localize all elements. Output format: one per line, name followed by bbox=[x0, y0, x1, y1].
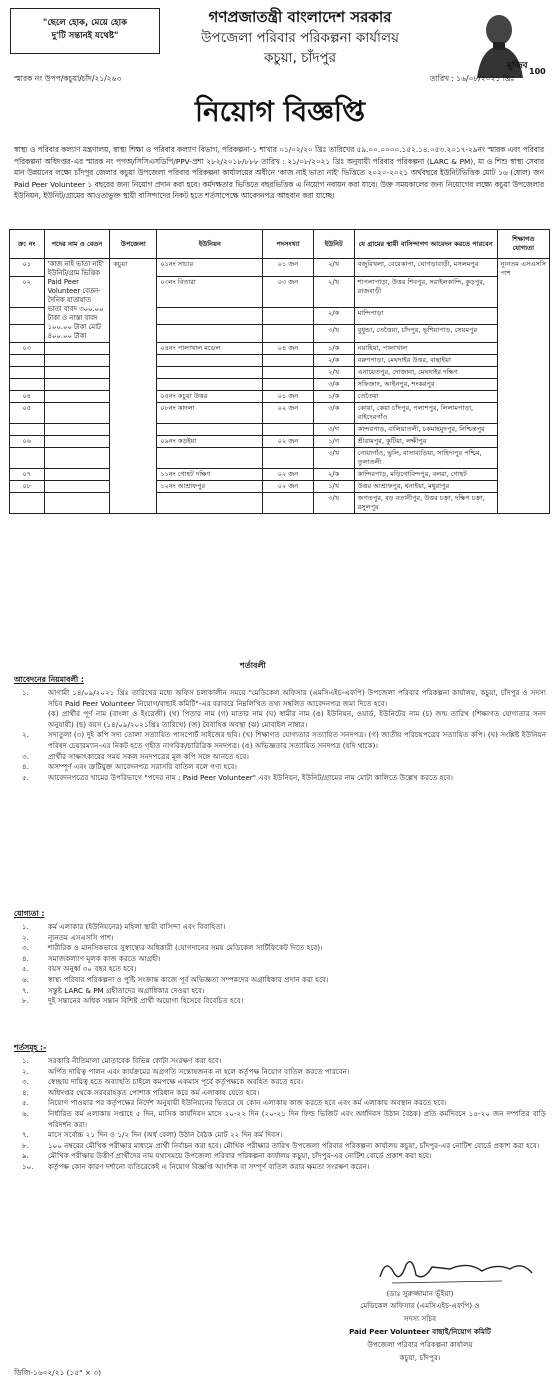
cell-villages: কান্দিরপাড়, মড়িগোবিন্দপুর, বলরা, গোহট bbox=[354, 469, 497, 481]
cell-villages: বুধুন্ডা, তেত্তৈয়া, চাঁদপুর, ভূশিয়াপাড়, সেয়মপুর bbox=[354, 325, 497, 343]
portrait-logo-icon bbox=[463, 8, 547, 78]
cell-posts bbox=[263, 493, 313, 514]
table-row bbox=[10, 436, 550, 448]
item-number: ৬. bbox=[22, 1108, 29, 1118]
item-number: ১. bbox=[22, 688, 29, 697]
cell-sl: ০৬ bbox=[10, 436, 45, 448]
item-number: ৮. bbox=[22, 996, 29, 1006]
slogan-line-2: দু'টি সন্তানই যথেষ্ট" bbox=[51, 31, 119, 41]
cell-sl bbox=[10, 493, 45, 514]
item-number: ৪. bbox=[22, 953, 29, 963]
cell-unit: ১/খ bbox=[313, 481, 354, 493]
item-number: ৩. bbox=[22, 1077, 29, 1087]
cell-villages: এনায়েতপুর, দোজানা, মেঘদাইর দক্ষিণ bbox=[354, 367, 497, 379]
cell-villages: কান্দরপাড়, বালিয়াতলী, চকমাহমুদপুর, নিশ্চিন্তপুর bbox=[354, 424, 497, 436]
cell-post bbox=[44, 379, 110, 391]
item-text: অর্পিত দায়িত্ব পালন এবং কার্যক্রমের অগ্রগতি সন্তোষজনক না হলে কর্তৃপক্ষ নিয়োগ বাতিল করতে পারবেন। bbox=[48, 1066, 350, 1076]
item-text: সরকারি নীতিমালা মোতাবেক বিভিন্ন কোটা সংরক্ষণ করা হবে। bbox=[48, 1056, 222, 1065]
cell-villages: শাপলাপাড়া, উত্তর শিবপুর, সরাইলকান্দি, কুড়পুর, রাজবাড়ী bbox=[354, 276, 497, 307]
govt-title: গণপ্রজাতন্ত্রী বাংলাদেশ সরকার bbox=[208, 8, 392, 26]
cell-villages: শ্রীরামপুর, কুটিয়া, লক্ষীপুর bbox=[354, 436, 497, 448]
cell-unit: ৩/গ bbox=[313, 424, 354, 436]
table-row bbox=[10, 379, 550, 391]
list-item bbox=[14, 975, 546, 986]
col-header-unit: ইউনিট bbox=[313, 230, 354, 259]
item-text: অধিদপ্তর থেকে সরবরাহকৃত পোশাক পরিধান করে কর্ম এলাকায় যেতে হবে। bbox=[48, 1087, 260, 1097]
signatory-line-3: Paid Peer Volunteer বাছাই/নিয়োগ কমিটি bbox=[349, 1327, 491, 1336]
cell-posts bbox=[263, 355, 313, 367]
slogan-line-1: "ছেলে হোক, মেয়ে হোক bbox=[42, 18, 128, 28]
list-item bbox=[14, 933, 546, 944]
cell-villages: বরুণপাড়া, মেঘদাইর উত্তর, বাছাইয়া bbox=[354, 355, 497, 367]
item-number: ২. bbox=[22, 932, 29, 942]
cell-villages: উত্তর আশ্রাফপুর, ঘনাইয়া, মধুরাপুর bbox=[354, 481, 497, 493]
eligibility-list bbox=[14, 922, 546, 1007]
cell-post bbox=[44, 424, 110, 436]
table-row bbox=[10, 391, 550, 403]
cell-unit: ৩/খ bbox=[313, 325, 354, 343]
cell-sl bbox=[10, 307, 45, 325]
list-item bbox=[14, 1088, 546, 1099]
item-text: দুই সন্তানের অধিক সন্তান বিশিষ্ট প্রার্থী অযোগ্য হিসেবে বিবেচিত হবে। bbox=[48, 996, 244, 1006]
table-row bbox=[10, 481, 550, 493]
col-header-posts: পদসংখ্যা bbox=[263, 230, 313, 259]
cell-sl: ০৫ bbox=[10, 403, 45, 424]
col-header-upazila: উপজেলা bbox=[110, 230, 157, 259]
item-text: মৌখিক পরীক্ষায় উত্তীর্ণ প্রার্থীদের নাম যথাসময়ে উপজেলা পরিবার পরিকল্পনা কার্যালয় কচুয়া, চাঁদপুর-এর নোটিশ বোর্ডে প্রকাশ করা হবে। bbox=[48, 1151, 432, 1161]
cell-post: 'কাজ নাই ভাতা নাই' ইউনিট/গ্রাম ভিত্তিক Paid Peer Volunteer বেতন-দৈনিক যাতায়াত ভাতা বাবদ ৩০০.০০ টাকা ও নাস্তা বাবদ ১০০.০০ টাকা মোট ৪০০.০০ টাকা bbox=[44, 259, 110, 343]
table-row bbox=[10, 355, 550, 367]
office-location: কচুয়া, চাঁদপুর bbox=[263, 50, 337, 66]
cell-posts bbox=[263, 379, 313, 391]
handwritten-signature bbox=[372, 1255, 542, 1287]
cell-posts: ০১ জন bbox=[263, 259, 313, 277]
table-row bbox=[10, 259, 550, 277]
item-text: নিয়োগ পাওয়ার পর কর্তৃপক্ষের নির্দেশ অনুযায়ী ইউনিয়নের ভিতরে যে কোন এলাকায় কাজ করতে হবে এবং কর্ম এলাকায় অবস্থান করতে হবে। bbox=[48, 1098, 447, 1108]
cell-posts: ০১ জন bbox=[263, 391, 313, 403]
list-item bbox=[14, 1141, 546, 1152]
item-number: ১০. bbox=[22, 1161, 34, 1171]
item-number: ৫. bbox=[22, 1098, 29, 1108]
cell-posts bbox=[263, 424, 313, 436]
list-item bbox=[14, 1151, 546, 1162]
list-item bbox=[14, 762, 546, 773]
cell-union: ০৩নং বিতারা bbox=[157, 276, 263, 307]
list-item bbox=[14, 773, 546, 784]
svg-text:মুজিব: মুজিব bbox=[507, 61, 528, 71]
cell-union bbox=[157, 493, 263, 514]
cell-unit: ২/খ bbox=[313, 367, 354, 379]
col-header-sl: ক্র: নং bbox=[10, 230, 45, 259]
cell-sl: ০১ bbox=[10, 259, 45, 277]
item-number: ৩. bbox=[22, 751, 29, 761]
application-rules-list bbox=[14, 688, 546, 783]
list-item bbox=[14, 996, 546, 1007]
cell-villages: নোয়াগাঁও, ভুলি, বাসাবাড়িয়া, সাহিদাপুর পশ্চিম, তুলাতলী bbox=[354, 448, 497, 469]
item-number bbox=[14, 709, 48, 730]
cell-sl bbox=[10, 367, 45, 379]
list-item bbox=[14, 1130, 546, 1141]
cell-union bbox=[157, 307, 263, 325]
cell-villages: তেতৈয়া bbox=[354, 391, 497, 403]
cell-unit: ৩/খ bbox=[313, 448, 354, 469]
signatory-line-4: উপজেলা পরিবার পরিকল্পনা কার্যালয় bbox=[367, 1340, 473, 1349]
item-text: সদ্যতুলা (৩) দুই কপি সদ্য তোলা সত্যায়িত পাসপোর্ট সাইজের ছবি। (খ) শিক্ষাগত যোগ্যতার সত্যায়িত সনদপত্র। (গ) জাতীয় পরিচয়পত্রের সত্যায়িত কপি। (ঘ) সংশ্লিষ্ট ইউনিয়ন পরিষদ চেয়ারম্যান-এর নিকট হতে গৃহীত নাগরিক/চারিত্রিক সনদপত্র। (ঙ) অভিজ্ঞতার সত্যায়িত সনদপত্র (যদি থাকে)। bbox=[48, 730, 546, 750]
cell-sl bbox=[10, 355, 45, 367]
cell-posts: ০৩ জন bbox=[263, 276, 313, 307]
item-text: সন্তুষ্ট LARC & PM গ্রহীতাদের অগ্রাধিকার দেওয়া হবে। bbox=[48, 985, 205, 995]
cell-villages: নয়াহিয়া, পালাখাল bbox=[354, 343, 497, 355]
cell-union: ১১নং গোহট দক্ষিণ bbox=[157, 469, 263, 481]
cell-sl: ০৪ bbox=[10, 391, 45, 403]
item-text: প্রার্থীর সাক্ষাৎকারের সময় সকল সনদপত্রের মূল কপি সঙ্গে আনতে হবে। bbox=[48, 751, 249, 761]
cell-union: ০৯নং কড়ইয়া bbox=[157, 436, 263, 448]
cell-posts: ০২ জন bbox=[263, 436, 313, 448]
cell-union: ০৪নং পালাখাল মডেল bbox=[157, 343, 263, 355]
item-number: ২. bbox=[22, 730, 29, 740]
memo-number: স্মারক নং উপপ/কচুয়া/চাঁদ/২১/২৬৩ bbox=[14, 74, 122, 83]
cell-upazila: কচুয়া bbox=[110, 259, 157, 514]
item-text: কর্ম এলাকার (ইউনিয়নের) মহিলা স্থায়ী বাসিন্দা এবং বিবাহিতা। bbox=[48, 922, 226, 931]
signatory-name: (ডাঃ সুরুজ্জামান ভূঁইয়া) bbox=[386, 1289, 454, 1298]
cell-posts: ০২ জন bbox=[263, 469, 313, 481]
item-number: ৭. bbox=[22, 985, 29, 995]
list-item bbox=[14, 1098, 546, 1109]
svg-text:100: 100 bbox=[529, 67, 546, 76]
cell-unit: ২/ক bbox=[313, 355, 354, 367]
cell-union: ১২নং আশ্রাফপুর bbox=[157, 481, 263, 493]
cell-villages: বজুরিখলা, বেরেকাপা, ঘোগড়াবাড়ী, মসলমপুর bbox=[354, 259, 497, 277]
cell-sl bbox=[10, 379, 45, 391]
cell-union: ০১নং সাচার bbox=[157, 259, 263, 277]
cell-sl bbox=[10, 325, 45, 343]
cell-unit: ৩/খ bbox=[313, 493, 354, 514]
cell-sl: ০৮ bbox=[10, 481, 45, 493]
cell-unit: ১/গ bbox=[313, 436, 354, 448]
cell-post bbox=[44, 493, 110, 514]
item-text: আগামী ১৪/০৯/২০২১ খ্রিঃ তারিখের মধ্যে অফিস চলাকালীন সময়ে "মেডিকেল অফিসার (এমসিএইচ-এফপি) উপজেলা পরিবার পরিকল্পনা কার্যালয়, কচুয়া, চাঁদপুর ও সদস্য সচিব Paid Peer Volunteer নিয়োগ/বাছাই কমিটি"-এর বরাবরে নিম্নলিখিত তথ্য সম্বলিত আবেদনপত্র জমা দিতে হবে। bbox=[48, 688, 546, 708]
cell-posts: ০২ জন bbox=[263, 403, 313, 424]
cell-post bbox=[44, 391, 110, 403]
list-item bbox=[14, 1056, 546, 1067]
item-text: ন্যূনতম এসএসসি পাশ। bbox=[48, 932, 114, 942]
item-number: ৫. bbox=[22, 772, 29, 782]
item-text: স্বাস্থ্য পরিবার পরিকল্পনা ও পুষ্টি সংক্রান্ত কাজে পূর্ব অভিজ্ঞতা সম্পন্নদের অগ্রাধিকার প্রদান করা হবে। bbox=[48, 974, 329, 984]
eligibility-heading: যোগ্যতা : bbox=[14, 909, 45, 918]
cell-unit: ৩/ক bbox=[313, 379, 354, 391]
cell-union bbox=[157, 448, 263, 469]
terms-heading: শর্তসমূহ :- bbox=[14, 1043, 47, 1052]
item-number: ১. bbox=[22, 1056, 29, 1065]
cell-posts bbox=[263, 367, 313, 379]
list-item bbox=[14, 709, 546, 730]
application-heading: আবেদনের নিয়মাবলী : bbox=[14, 675, 84, 684]
cell-union bbox=[157, 367, 263, 379]
cell-sl: ০৭ bbox=[10, 469, 45, 481]
item-text: কর্তৃপক্ষ কোন কারণ দর্শানো ব্যতিরেকেই এ নিয়োগ বিজ্ঞপ্তি আংশিক বা সম্পূর্ণ বাতিল করার ক্ষমতা সংরক্ষণ করেন। bbox=[48, 1161, 370, 1171]
cell-unit: ১/ক bbox=[313, 391, 354, 403]
cell-posts bbox=[263, 325, 313, 343]
office-name: উপজেলা পরিবার পরিকল্পনা কার্যালয় bbox=[201, 30, 399, 46]
cell-post bbox=[44, 355, 110, 367]
table-row bbox=[10, 448, 550, 469]
item-text: অসম্পূর্ণ এবং ত্রুটিযুক্ত আবেদনপত্র সরাসরি বাতিল বলে গণ্য হবে। bbox=[48, 762, 237, 772]
item-text: মাসে সর্বোচ্চ ২১ দিন ও ১/২ দিন (অর্ধ বেলা) উঠান বৈঠক মোট ২২ দিন কর্ম দিবস। bbox=[48, 1130, 283, 1140]
cell-villages: মান্দিপাড়া bbox=[354, 307, 497, 325]
table-header-row bbox=[10, 230, 550, 259]
cell-post bbox=[44, 436, 110, 448]
cell-villages: সফিজাদ, আইনপুর, শংকরপুর bbox=[354, 379, 497, 391]
cell-post bbox=[44, 403, 110, 424]
cell-villages: জগতপুর, বড় বতানীপুর, উত্তর চক্রা, দক্ষিণ চক্রা, রসুলপুর bbox=[354, 493, 497, 514]
table-row bbox=[10, 343, 550, 355]
cell-union bbox=[157, 325, 263, 343]
cell-unit: ১/ক bbox=[313, 343, 354, 355]
item-number: ৬. bbox=[22, 974, 29, 984]
col-header-qualification: শিক্ষাগত যোগ্যতা bbox=[497, 230, 549, 259]
cell-union: ০৫নং কচুয়া উত্তর bbox=[157, 391, 263, 403]
item-number: ৯. bbox=[22, 1151, 29, 1161]
item-text: আবেদনপত্রের খামের উপরিভাগে "পদের নাম : Paid Peer Volunteer" এবং ইউনিয়ন, ইউনিট/গ্রামের নাম মোটা কালিতে উল্লেখ করতে হবে। bbox=[48, 772, 453, 782]
item-text: শারীরিক ও মানসিকভাবে সুস্বাস্থ্যের অধিকারী (যোগদানের সময় মেডিকেল সার্টিফিকেট দিতে হবে)। bbox=[48, 943, 323, 953]
item-text: ১০০ নম্বরের মৌখিক পরীক্ষার মাধ্যমে প্রার্থী নির্বাচন করা হবে। মৌখিক পরীক্ষার তারিখ উপজেলা পরিবার পরিকল্পনা কার্যালয় কচুয়া, চাঁদপুর-এর নোটিশ বোর্ডে প্রকাশ করা হবে। bbox=[48, 1140, 540, 1150]
terms-list bbox=[14, 1056, 546, 1173]
list-item bbox=[14, 986, 546, 997]
item-number: ১. bbox=[22, 922, 29, 931]
list-item bbox=[14, 954, 546, 965]
cell-unit: ২/খ bbox=[313, 259, 354, 277]
signatory-line-2: সদস্য সচিব bbox=[403, 1314, 437, 1323]
item-number: ২. bbox=[22, 1066, 29, 1076]
table-row bbox=[10, 424, 550, 436]
table-row bbox=[10, 469, 550, 481]
list-item bbox=[14, 730, 546, 751]
cell-villages: কোয়া, কেয়া চাঁদপুর, পলাশপুর, লিলামপাড়া, বাইদেরগাঁও bbox=[354, 403, 497, 424]
cell-union bbox=[157, 355, 263, 367]
cell-post bbox=[44, 367, 110, 379]
cell-sl bbox=[10, 424, 45, 436]
cell-sl bbox=[10, 448, 45, 469]
cell-unit: ২/ক bbox=[313, 307, 354, 325]
list-item bbox=[14, 922, 546, 933]
intro-paragraph: স্বাস্থ্য ও পরিবার কল্যাণ মন্ত্রণালয়, স্বাস্থ্য শিক্ষা ও পরিবার কল্যাণ বিভাগ, পরিকল্পনা-১ শাখার ০১/০২/২০ খ্রিঃ তারিখের ৫৯.০০.০০০০.১৫২.১৪.০৫৩.২০১৭-২৯নং স্মারক এবং পরিবার পরিকল্পনা অধিদপ্তর-এর স্মারক নং পপঅ/সিসিএসডিপি/PPV-প্রশা ২৮২/২০১৮/৮৮৮ তারিখ : ২১/০৮/২০২১ খ্রিঃ অনুযায়ী পরিবার পরিকল্পনা (LARC & PM), মা ও শিশু স্বাস্থ্য সেবার মান উন্নয়নের লক্ষ্যে চাঁদপুর জেলার কচুয়া উপজেলা পরিবার পরিকল্পনা কার্যালয়ের অধীনে 'কাজ নাই ভাতা নাই' ভিত্তিতে ২০২০-২০২১ অর্থবছরে ইউনিটভিত্তিক মোট ১৬ (ষোল) জন Paid Peer Volunteer ১ বছরের জন্য নিয়োগ প্রদান করা হবে। কর্মদক্ষতার ভিত্তিতে বছরভিত্তিক এ নিয়োগ নবায়ন করা যাবে। উক্ত সময়কালের জন্য নিয়োগের লক্ষ্যে কচুয়া উপজেলার ইউনিয়ন, ইউনিট/গ্রামের আওতাভুক্ত স্থায়ী বাসিন্দাদের নিকট হতে শর্তসাপেক্ষে আবেদনপত্র আহবান করা যাচ্ছে। bbox=[14, 145, 544, 200]
table-row bbox=[10, 403, 550, 424]
item-number: ৪. bbox=[22, 762, 29, 772]
cell-post bbox=[44, 448, 110, 469]
item-text: সমাজকল্যাণ মূলক কাজ করতে আগ্রহী। bbox=[48, 953, 161, 963]
conditions-heading: শর্তাবলী bbox=[240, 661, 266, 670]
signatory-line-5: কচুয়া, চাঁদপুর। bbox=[399, 1353, 441, 1362]
cell-union bbox=[157, 379, 263, 391]
notice-date: তারিখ : ১৬/০৮/২০২১ খ্রিঃ bbox=[430, 74, 515, 83]
cell-unit: ২/ক bbox=[313, 469, 354, 481]
cell-posts: ০৪ জন bbox=[263, 343, 313, 355]
table-row bbox=[10, 493, 550, 514]
item-text: নির্ধারিত কর্ম এলাকায় সপ্তাহে ৫ দিন, মাসিক কার্যদিবস মাসে ২০-২২ দিন (২০-২১ দিন ফিল্ড ভিজিট এবং অর্ধদিবস উঠান বৈঠক) প্রতি কর্মদিবসে ১৫-২০ জন দম্পতির বাড়ি পরিদর্শন করা। bbox=[48, 1108, 546, 1129]
cell-unit: ২/খ bbox=[313, 276, 354, 307]
item-number: ৭. bbox=[22, 1130, 29, 1140]
cell-posts bbox=[263, 307, 313, 325]
cell-unit: ৩/ক bbox=[313, 403, 354, 424]
cell-post bbox=[44, 481, 110, 493]
cell-sl: ০২ bbox=[10, 276, 45, 307]
list-item bbox=[14, 688, 546, 709]
list-item bbox=[14, 943, 546, 954]
col-header-villages: যে গ্রামের স্থায়ী বাসিন্দাগণ আবেদন করতে পারবেন bbox=[354, 230, 497, 259]
list-item bbox=[14, 1077, 546, 1088]
cell-sl: ০৩ bbox=[10, 343, 45, 355]
item-text: (ক) প্রার্থীর পূর্ণ নাম (বাংলা ও ইংরেজী) (খ) পিতার নাম (গ) মাতার নাম (ঘ) স্বামীর নাম (ঙ) ইউনিয়ন, ওয়ার্ড, ইউনিটের নাম (চ) জন্ম তারিখ (শিক্ষাগত যোগ্যতার সনদ অনুযায়ী) (ছ) বয়স (১৪/০৯/২০২১খ্রিঃ তারিখে) (জ) বৈবাহিক অবস্থা (ঝ) মোবাইল নাম্বার। bbox=[48, 709, 546, 729]
slogan-box bbox=[10, 8, 160, 54]
item-number: ৩. bbox=[22, 943, 29, 953]
item-number: ৫. bbox=[22, 964, 29, 974]
cell-union: ০৮নং কাদলা bbox=[157, 403, 263, 424]
item-number: ৮. bbox=[22, 1140, 29, 1150]
cell-union bbox=[157, 424, 263, 436]
item-text: বয়স অনুর্ধ্ব ৩০ বছর হতে হবে। bbox=[48, 964, 137, 974]
list-item bbox=[14, 1162, 546, 1173]
signatory-line-1: মেডিকেল অফিসার (এমসিএইচ-এফপি) ও bbox=[360, 1301, 480, 1310]
item-number: ৪. bbox=[22, 1087, 29, 1097]
cell-posts: ০২ জন bbox=[263, 481, 313, 493]
col-header-post: পদের নাম ও বেতন bbox=[44, 230, 110, 259]
list-item bbox=[14, 1067, 546, 1078]
cell-post bbox=[44, 343, 110, 355]
table-row bbox=[10, 367, 550, 379]
list-item bbox=[14, 1109, 546, 1130]
vacancy-table bbox=[9, 229, 550, 514]
page-title: নিয়োগ বিজ্ঞপ্তি bbox=[194, 95, 366, 128]
cell-post bbox=[44, 469, 110, 481]
footer-code: ডিজি-১৬০২/২১ (১৫" × ৩) bbox=[14, 1368, 102, 1377]
col-header-union: ইউনিয়ন bbox=[157, 230, 263, 259]
list-item bbox=[14, 752, 546, 763]
list-item bbox=[14, 964, 546, 975]
item-text: স্বেচ্ছায় দায়িত্ব হতে অব্যাহতি চাইলে কমপক্ষে একমাস পূর্বে কর্তৃপক্ষকে অবহিত করতে হবে। bbox=[48, 1077, 304, 1087]
cell-qualification: ন্যূনতম এসএসসি পাশ bbox=[497, 259, 549, 514]
cell-posts bbox=[263, 448, 313, 469]
